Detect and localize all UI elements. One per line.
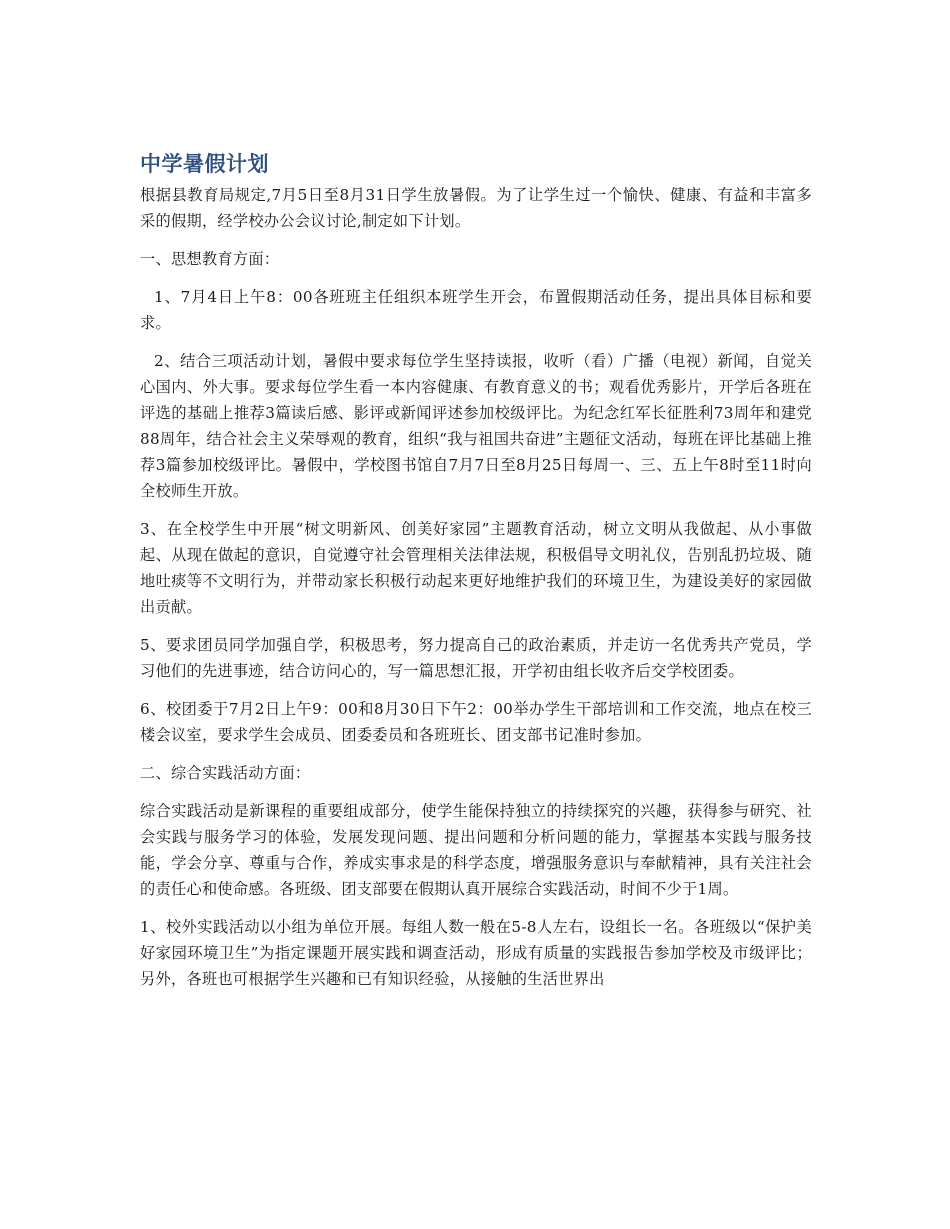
paragraph-item-6: 6、校团委于7月2日上午9：00和8月30日下午2：00举办学生干部培训和工作交流，地点在校三楼会议室，要求学生会成员、团委委员和各班班长、团支部书记准时参加。 (140, 700, 812, 744)
paragraph-item-5: 5、要求团员同学加强自学，积极思考，努力提高自己的政治素质，并走访一名优秀共产党员，学习他们的先进事迹，结合访问心的，写一篇思想汇报，开学初由组长收齐后交学校团委。 (140, 636, 812, 680)
practice-intro-paragraph: 综合实践活动是新课程的重要组成部分，使学生能保持独立的持续探究的兴趣，获得参与研究、社会实践与服务学习的体验，发展发现问题、提出问题和分析问题的能力，掌握基本实践与服务技能，学会分享、尊重与合作，养成实事求是的科学态度，增强服务意识与奉献精神，具有关注社会的责任心和使命感。各班级、团支部要在假期认真开展综合实践活动，时间不少于1周。 (140, 802, 812, 898)
paragraph-item-1: 1、7月4日上午8：00各班班主任组织本班学生开会，布置假期活动任务，提出具体目标和要求。 (140, 288, 812, 332)
document-body (140, 150, 812, 1004)
section-heading-ideological: 一、思想教育方面： (140, 250, 280, 268)
document-title: 中学暑假计划 (140, 152, 269, 176)
paragraph-item-2: 2、结合三项活动计划，暑假中要求每位学生坚持读报，收听（看）广播（电视）新闻，自觉关心国内、外大事。要求每位学生看一本内容健康、有教育意义的书；观看优秀影片，开学后各班在评选的基础上推荐3篇读后感、影评或新闻评述参加校级评比。为纪念红军长征胜利73周年和建党88周年，结合社会主义荣辱观的教育，组织“我与祖国共奋进”主题征文活动，每班在评比基础上推荐3篇参加校级评比。暑假中，学校图书馆自7月7日至8月25日每周一、三、五上午8时至11时向全校师生开放。 (140, 352, 812, 500)
paragraph-item-3: 3、在全校学生中开展“树文明新风、创美好家园”主题教育活动，树立文明从我做起、从小事做起、从现在做起的意识，自觉遵守社会管理相关法律法规，积极倡导文明礼仪，告别乱扔垃圾、随地吐痰等不文明行为，并带动家长积极行动起来更好地维护我们的环境卫生，为建设美好的家园做出贡献。 (140, 520, 812, 616)
practice-item-1: 1、校外实践活动以小组为单位开展。每组人数一般在5-8人左右，设组长一名。各班级以“保护美好家园环境卫生”为指定课题开展实践和调查活动，形成有质量的实践报告参加学校及市级评比；另外，各班也可根据学生兴趣和已有知识经验，从接触的生活世界出 (140, 918, 812, 988)
intro-paragraph: 根据县教育局规定,7月5日至8月31日学生放暑假。为了让学生过一个愉快、健康、有益和丰富多采的假期，经学校办公会议讨论,制定如下计划。 (140, 186, 812, 230)
section-heading-practice: 二、综合实践活动方面： (140, 764, 311, 782)
